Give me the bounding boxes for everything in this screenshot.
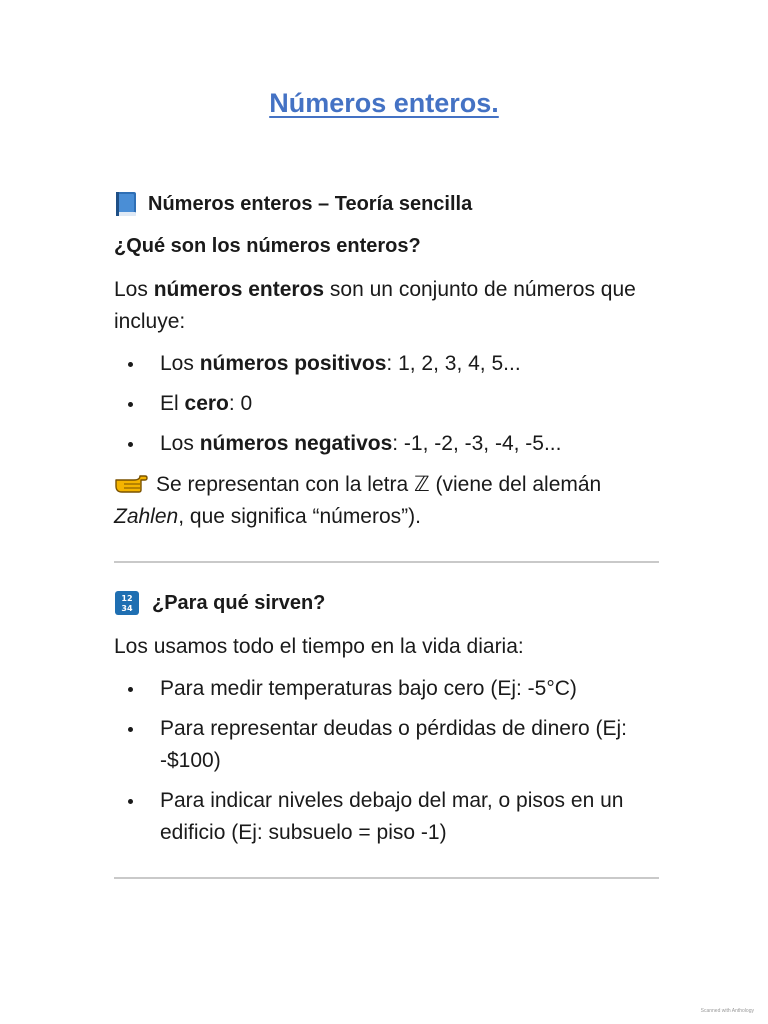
bullet-icon (128, 687, 133, 692)
pointing-hand-icon (114, 470, 148, 494)
svg-text:34: 34 (121, 604, 133, 613)
z-symbol-note: Se representan con la letra ℤ (viene del alemán Zahlen, que significa “números”). (114, 472, 602, 528)
integer-types-list (114, 348, 659, 460)
bullet-icon (128, 362, 133, 367)
list-item: Para representar deudas o pérdidas de dinero (Ej: -$100) (114, 713, 659, 777)
question-heading: ¿Qué son los números enteros? (114, 235, 421, 257)
list-item: Los números positivos: 1, 2, 3, 4, 5... (114, 348, 659, 380)
list-item: Para indicar niveles debajo del mar, o pisos en un edificio (Ej: subsuelo = piso -1) (114, 785, 659, 849)
bullet-icon (128, 402, 133, 407)
intro-bold: números enteros (153, 278, 325, 301)
uses-list (114, 673, 659, 849)
section-divider (114, 561, 659, 563)
integers-symbol: ℤ (414, 472, 430, 496)
scanner-watermark: Scanned with Anthology (700, 1008, 754, 1014)
bullet-icon (128, 799, 133, 804)
bullet-icon (128, 442, 133, 447)
list-item: Para medir temperaturas bajo cero (Ej: -5°C) (114, 673, 659, 705)
section-heading-theory (114, 186, 659, 222)
section-heading-text: Números enteros – Teoría sencilla (148, 193, 473, 215)
list-item: Los números negativos: -1, -2, -3, -4, -5... (114, 428, 659, 460)
page-title: Números enteros. (269, 88, 499, 118)
list-item: El cero: 0 (114, 388, 659, 420)
zahlen-word: Zahlen (114, 505, 179, 528)
book-icon (114, 191, 138, 217)
svg-text:12: 12 (121, 594, 133, 603)
section-heading-uses (114, 585, 659, 621)
uses-intro: Los usamos todo el tiempo en la vida diaria: (114, 635, 524, 658)
section-heading-text: ¿Para qué sirven? (152, 592, 326, 614)
section-divider (114, 877, 659, 879)
numbers-icon (114, 590, 140, 616)
document-content (114, 186, 659, 901)
intro-paragraph: Los números enteros son un conjunto de números que incluye: (114, 278, 636, 333)
bullet-icon (128, 727, 133, 732)
